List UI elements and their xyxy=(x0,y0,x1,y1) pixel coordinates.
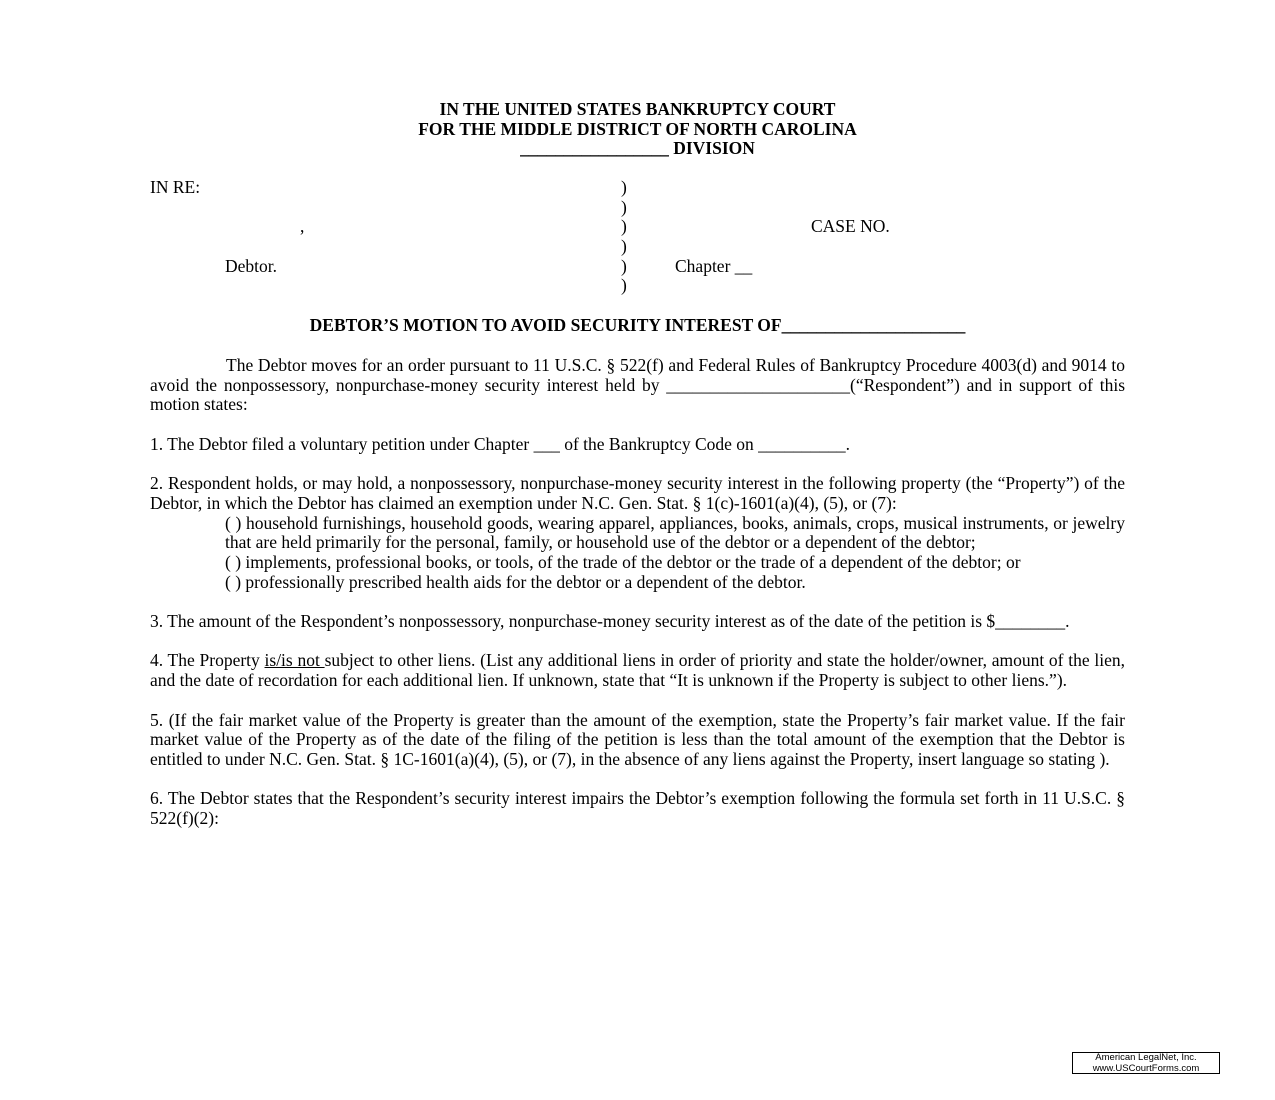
paragraph-3: 3. The amount of the Respondent’s nonpossessory, nonpurchase-money security interest as of the date of the petition is $________. xyxy=(150,611,1070,632)
caption-paren: ) xyxy=(621,216,627,237)
paragraph-2: 2. Respondent holds, or may hold, a nonpossessory, nonpurchase-money security interest in the following property (the “Property”) of the Debtor, in which the Debtor has claimed an exemption under N.C. Gen. Stat. § 1(c)-1601(a)(4), (5), or (7): xyxy=(150,473,1125,513)
paragraph-4-prefix: 4. The Property xyxy=(150,650,265,671)
debtor-label: Debtor. xyxy=(225,255,278,276)
paragraph-6: 6. The Debtor states that the Respondent’s security interest impairs the Debtor’s exemption following the formula set forth in 11 U.S.C. § 522(f)(2): xyxy=(150,788,1125,829)
publisher-footer xyxy=(1072,1052,1220,1074)
caption-paren: ) xyxy=(621,236,627,257)
caption-paren: ) xyxy=(621,177,627,197)
debtor-name-comma: , xyxy=(300,216,305,237)
paragraph-1: 1. The Debtor filed a voluntary petition under Chapter ___ of the Bankruptcy Code on __________. xyxy=(150,433,851,454)
property-checklist xyxy=(150,514,1125,593)
paragraph-5: 5. (If the fair market value of the Property is greater than the amount of the exemption, state the Property’s fair market value. If the fair market value of the Property as of the date of the filing of the petition is less than the total amount of the exemption that the Debtor is entitled to under N.C. Gen. Stat. § 1C-1601(a)(4), (5), or (7), in the absence of any liens against the Property, insert language so stating ). xyxy=(150,709,1125,769)
in-re-label: IN RE: xyxy=(150,177,201,197)
chapter-label: Chapter __ xyxy=(675,255,753,276)
caption-divider xyxy=(621,178,651,296)
checklist-item-household: ( ) household furnishings, household goods, wearing apparel, appliances, books, animals, crops, musical instruments, or jewelry that are held primarily for the personal, family, or household use of the debtor or a dependent of the debtor; xyxy=(225,512,1125,553)
case-number-label: CASE NO. xyxy=(811,216,890,237)
caption-paren: ) xyxy=(621,275,627,296)
court-name: IN THE UNITED STATES BANKRUPTCY COURT xyxy=(439,99,836,119)
paragraph-4 xyxy=(150,651,1125,690)
caption-paren: ) xyxy=(621,255,627,276)
checklist-item-health-aids: ( ) professionally prescribed health aids for the debtor or a dependent of the debtor. xyxy=(225,571,806,592)
court-header xyxy=(150,100,1125,159)
intro-paragraph: The Debtor moves for an order pursuant to 11 U.S.C. § 522(f) and Federal Rules of Bankruptcy Procedure 4003(d) and 9014 to avoid the nonpossessory, nonpurchase-money security interest held by _____________________(“Respondent”) and in support of this motion states: xyxy=(150,355,1125,415)
paragraph-4-suffix: subject to other liens. (List any additional liens in order of priority and state the holder/owner, amount of the lien, and the date of recordation for each additional lien. If unknown, state that “It is unknown if the Property is subject to other liens.”). xyxy=(150,650,1125,691)
division-line: _________________ DIVISION xyxy=(520,138,755,159)
caption-paren: ) xyxy=(621,196,627,217)
motion-body xyxy=(150,356,1125,848)
publisher-url: www.USCourtForms.com xyxy=(1092,1062,1200,1074)
motion-title: DEBTOR’S MOTION TO AVOID SECURITY INTEREST OF_____________________ xyxy=(309,315,966,335)
checklist-item-tools: ( ) implements, professional books, or tools, of the trade of the debtor or the trade of a dependent of the debtor; or xyxy=(225,552,1021,572)
caption-left xyxy=(150,178,590,276)
district-name: FOR THE MIDDLE DISTRICT OF NORTH CAROLINA xyxy=(418,118,857,139)
publisher-name: American LegalNet, Inc. xyxy=(1095,1052,1197,1063)
caption-right xyxy=(675,178,1125,276)
is-is-not-option: is/is not xyxy=(264,650,325,671)
